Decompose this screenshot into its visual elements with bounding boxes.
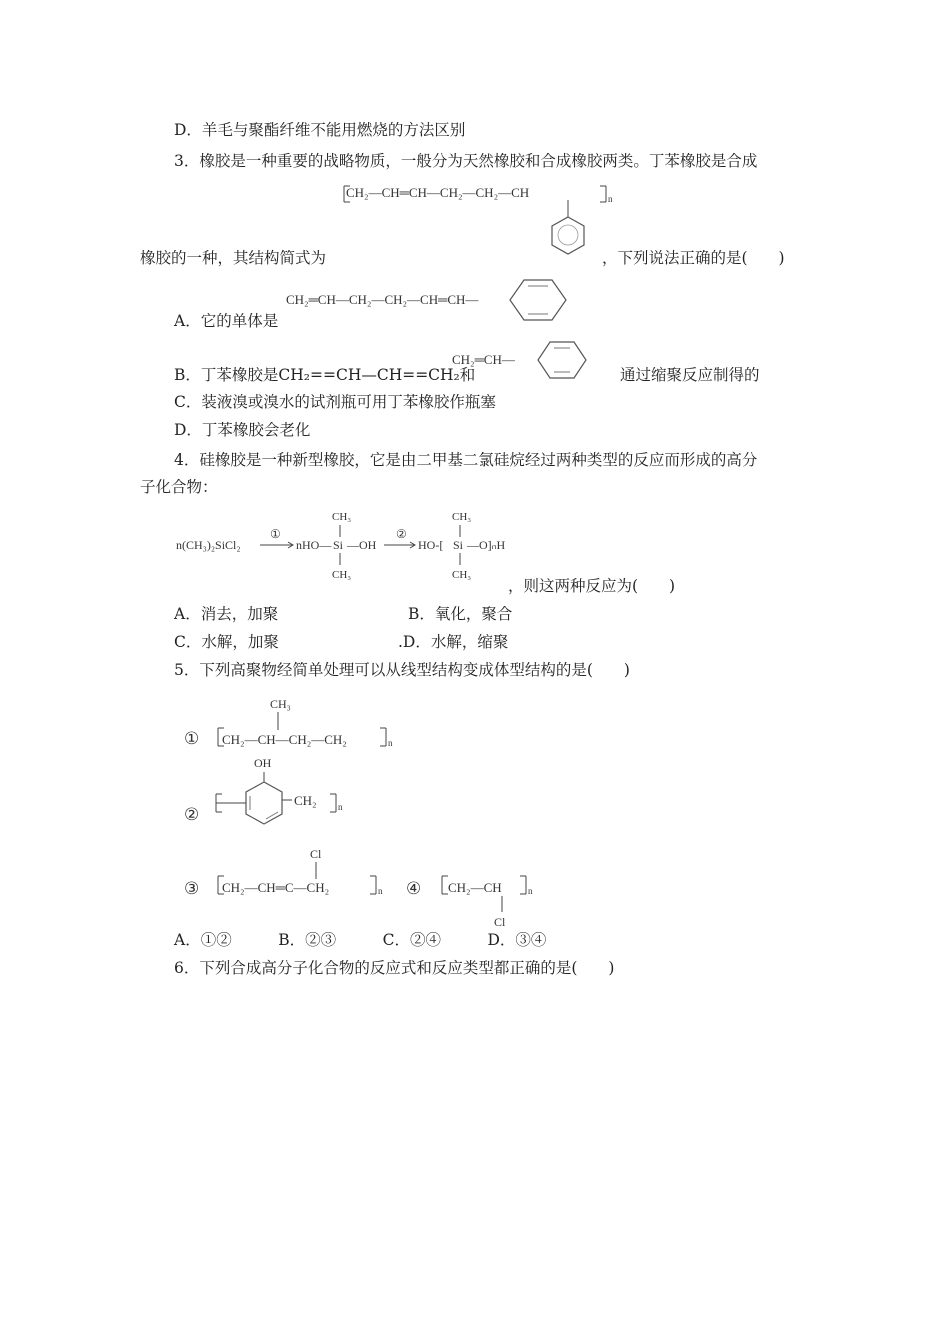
q4-mid-right: —OH xyxy=(347,538,377,552)
q5-formula-1-chain: CH₂—CH—CH₂—CH₂ xyxy=(222,732,347,747)
q5-formula-4-cl: Cl xyxy=(494,915,506,929)
q5-label-3: ③ xyxy=(184,879,200,898)
q3-stem-line2-left: 橡胶的一种，其结构简式为 xyxy=(140,249,327,267)
benzene-ring-icon xyxy=(246,782,282,824)
q4-mid-methyl-bottom: CH₃ xyxy=(332,569,352,581)
q5-formula-2-oh: OH xyxy=(254,756,272,770)
q4-step2: ② xyxy=(396,527,407,541)
q4-prod-methyl-bottom: CH₃ xyxy=(452,569,472,581)
q5-formula-4-chain: CH₂—CH xyxy=(448,880,502,895)
q5-label-4: ④ xyxy=(406,879,422,898)
q3-option-b-left: B．丁苯橡胶是CH₂==CH—CH==CH₂和 xyxy=(174,366,476,384)
q5-stem: 5．下列高聚物经简单处理可以从线型结构变成体型结构的是( ) xyxy=(174,661,630,679)
q2-option-d: D．羊毛与聚酯纤维不能用燃烧的方法区别 xyxy=(174,121,466,139)
q4-stem-line1: 4．硅橡胶是一种新型橡胶，它是由二甲基二氯硅烷经过两种类型的反应而形成的高分 xyxy=(174,451,758,469)
q5-formula-3 xyxy=(180,842,390,902)
q5-formula-3-cl: Cl xyxy=(310,847,322,861)
q3-monomer-a xyxy=(284,276,584,324)
q5-formula-1-n: n xyxy=(388,738,393,748)
q4-step1: ① xyxy=(270,527,281,541)
q3-styrene-formula: CH₂═CH— xyxy=(452,352,515,367)
q3-option-b-right: 通过缩聚反应制得的 xyxy=(620,366,760,384)
q3-polymer-structure xyxy=(340,180,620,270)
q3-stem-line1: 3．橡胶是一种重要的战略物质，一般分为天然橡胶和合成橡胶两类。丁苯橡胶是合成 xyxy=(174,152,758,170)
q4-option-c: C．水解，加聚 xyxy=(174,633,279,651)
q5-formula-1-methyl: CH₃ xyxy=(270,697,291,711)
q3-option-c: C．装液溴或溴水的试剂瓶可用丁苯橡胶作瓶塞 xyxy=(174,393,496,411)
benzene-ring-icon xyxy=(538,342,586,378)
q4-prod-right: —O]ₙH xyxy=(467,538,506,552)
q4-mid-methyl-top: CH₃ xyxy=(332,511,352,523)
q5-formula-3-n: n xyxy=(378,886,383,896)
q3-subscript-n: n xyxy=(608,194,613,204)
q5-label-1: ① xyxy=(184,729,200,748)
q4-option-d: .D．水解，缩聚 xyxy=(398,633,509,651)
q4-option-a: A．消去，加聚 xyxy=(174,605,279,623)
q4-reactant: n(CH₃)₂SiCl₂ xyxy=(176,538,241,552)
q4-reaction-scheme xyxy=(174,505,534,585)
q5-label-2: ② xyxy=(184,805,200,824)
q5-formula-3-chain: CH₂—CH═C—CH₂ xyxy=(222,880,330,895)
q5-options: A．①② B．②③ C．②④ D．③④ xyxy=(174,931,547,949)
q3-option-d: D．丁苯橡胶会老化 xyxy=(174,421,311,439)
benzene-ring-icon xyxy=(552,217,584,254)
q4-stem-after: ，则这两种反应为( ) xyxy=(508,577,676,595)
q4-prod-left: HO-[ xyxy=(418,538,444,552)
q3-polymer-chain: CH₂—CH═CH—CH₂—CH₂—CH xyxy=(346,185,530,200)
q5-formula-4 xyxy=(404,866,544,930)
q5-formula-2-n: n xyxy=(338,802,343,812)
q4-stem-line2: 子化合物： xyxy=(140,478,218,496)
q4-mid-left: nHO— xyxy=(296,538,332,552)
q4-mid-si: Si xyxy=(333,538,344,552)
q5-formula-1 xyxy=(180,690,410,756)
q4-option-b: B．氧化，聚合 xyxy=(408,605,513,623)
q6-stem: 6．下列合成高分子化合物的反应式和反应类型都正确的是( ) xyxy=(174,959,615,977)
q3-stem-line2-right: ，下列说法正确的是( ) xyxy=(602,249,785,267)
q3-option-a: A．它的单体是 xyxy=(174,312,279,330)
q3-monomer-a-formula: CH₂═CH—CH₂—CH₂—CH═CH— xyxy=(286,292,479,307)
q5-formula-4-n: n xyxy=(528,886,533,896)
q4-prod-methyl-top: CH₃ xyxy=(452,511,472,523)
q4-prod-si: Si xyxy=(453,538,464,552)
q5-formula-2 xyxy=(180,752,380,838)
q5-formula-2-ch2: CH₂ xyxy=(294,793,317,808)
